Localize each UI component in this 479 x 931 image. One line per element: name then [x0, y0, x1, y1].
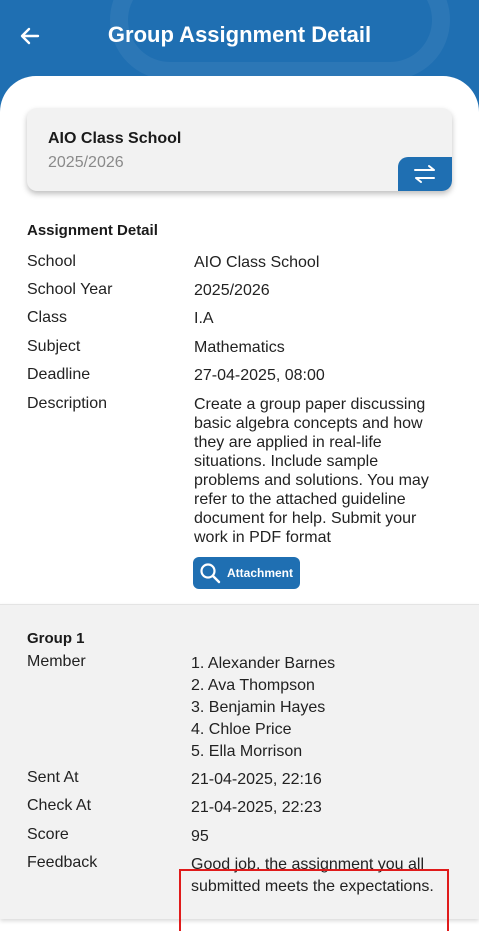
subject-label: Subject	[27, 338, 81, 355]
page-title: Group Assignment Detail	[107, 22, 372, 47]
highlight-box	[179, 869, 449, 931]
attachment-button[interactable]	[193, 557, 300, 589]
switch-arrows-icon	[412, 164, 438, 184]
member-list	[191, 653, 461, 763]
subject-value: Mathematics	[194, 339, 285, 356]
sent-at-value: 21-04-2025, 22:16	[191, 771, 322, 788]
school-card-name: AIO Class School	[48, 130, 182, 147]
group-panel	[0, 604, 479, 919]
school-value: AIO Class School	[194, 254, 320, 271]
deadline-value: 27-04-2025, 08:00	[194, 367, 325, 384]
year-label: School Year	[27, 281, 113, 298]
member-label: Member	[27, 653, 86, 670]
switch-school-button[interactable]	[398, 157, 452, 191]
group-title: Group 1	[27, 630, 85, 647]
year-value: 2025/2026	[194, 282, 270, 299]
description-label: Description	[27, 395, 108, 412]
feedback-label: Feedback	[27, 854, 98, 871]
description-value: Create a group paper discussing basic algebra concepts and how they are applied in real-life situations. Include sample problems and solutions. You may refer to the attached guideline document for help. Submit your work in PDF format	[194, 396, 429, 546]
member-item: 4. Chloe Price	[191, 721, 292, 738]
school-label: School	[27, 253, 76, 270]
content-sheet	[0, 76, 479, 931]
attachment-label: Attachment	[227, 566, 294, 580]
school-card	[27, 108, 452, 191]
check-at-value: 21-04-2025, 22:23	[191, 799, 322, 816]
member-item: 1. Alexander Barnes	[191, 655, 336, 672]
class-label: Class	[27, 309, 68, 326]
school-card-year: 2025/2026	[48, 154, 124, 171]
member-item: 3. Benjamin Hayes	[191, 699, 326, 716]
sent-at-label: Sent At	[27, 769, 79, 786]
member-item: 2. Ava Thompson	[191, 677, 315, 694]
member-item: 5. Ella Morrison	[191, 743, 303, 760]
assignment-detail-title: Assignment Detail	[27, 222, 158, 239]
score-value: 95	[191, 828, 209, 845]
deadline-label: Deadline	[27, 366, 91, 383]
class-value: I.A	[194, 310, 214, 327]
search-icon	[199, 562, 221, 584]
check-at-label: Check At	[27, 797, 92, 814]
score-label: Score	[27, 826, 69, 843]
feedback-value: Good job, the assignment you all submitted meets the expectations.	[191, 856, 434, 895]
